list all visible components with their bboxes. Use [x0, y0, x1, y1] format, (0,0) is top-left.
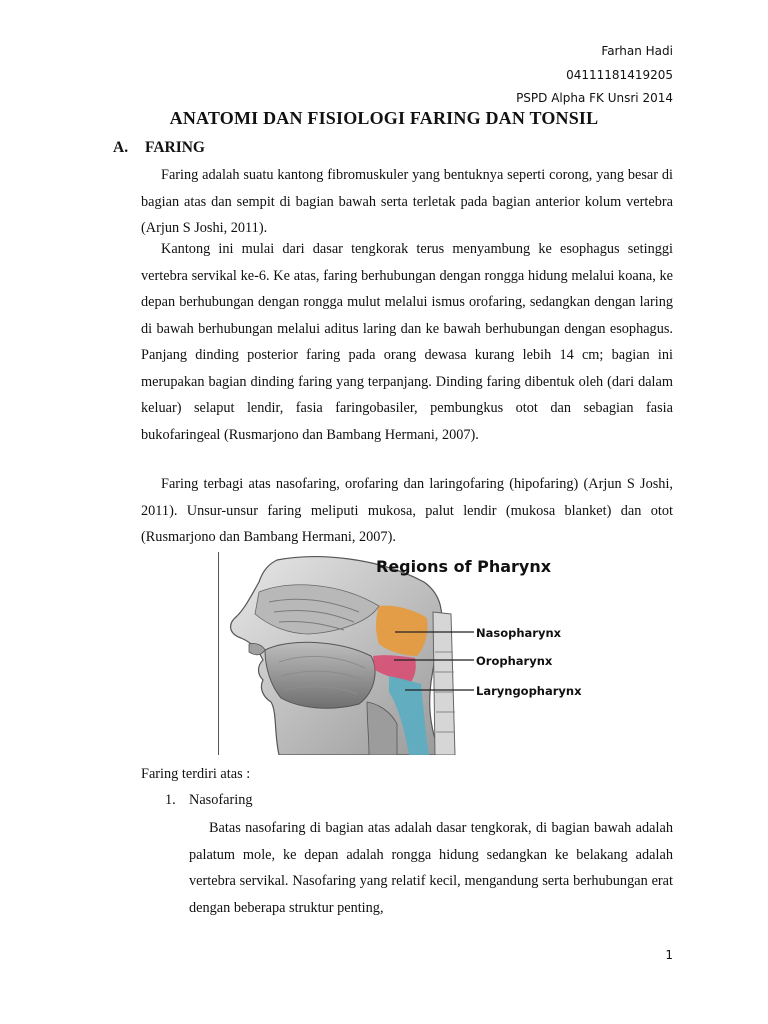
section-heading	[113, 139, 205, 157]
section-number: A.	[113, 139, 129, 156]
paragraph-1	[141, 162, 673, 242]
paragraph-3	[141, 471, 673, 551]
laryngopharynx-label: Laryngopharynx	[476, 684, 582, 698]
paragraph-3-text: Faring terbagi atas nasofaring, orofaring dan laringofaring (hipofaring) (Arjun S Joshi, 2011). Unsur-unsur faring meliputi mukosa, palut lendir (mukosa blanket) dan otot (Rusmarjono dan Bambang Hermani, 2007).	[141, 476, 673, 545]
list-item-number: 1.	[165, 792, 176, 808]
nasopharynx-label: Nasopharynx	[476, 626, 562, 640]
list-item-nasofaring	[165, 792, 253, 809]
section-title: FARING	[145, 139, 205, 156]
author-name: Farhan Hadi	[601, 44, 673, 58]
nasofaring-paragraph	[189, 815, 673, 921]
pharynx-figure	[218, 552, 599, 755]
vertebra-column	[433, 612, 455, 755]
paragraph-2-text: Kantong ini mulai dari dasar tengkorak terus menyambung ke esophagus setinggi vertebra servikal ke-6. Ke atas, faring berhubungan dengan rongga hidung melalui koana, ke depan berhubungan dengan rongga mulut melalui ismus orofaring, sedangkan dengan laring di bawah berhubungan melalui aditus laring dan ke bawah berhubungan dengan esophagus. Panjang dinding posterior faring pada orang dewasa kurang lebih 14 cm; bagian ini merupakan bagian dinding faring yang terpanjang. Dinding faring dibentuk oleh (dari dalam keluar) selaput lendir, fasia faringobasiler, pembungkus otot dan sebagian fasia bukofaringeal (Rusmarjono dan Bambang Hermani, 2007).	[141, 241, 673, 443]
paragraph-1-text: Faring adalah suatu kantong fibromuskuler yang bentuknya seperti corong, yang besar di bagian atas dan sempit di bagian bawah serta terletak pada bagian anterior kolum vertebra (Arjun S Joshi, 2011).	[141, 167, 673, 236]
nasofaring-paragraph-text: Batas nasofaring di bagian atas adalah dasar tengkorak, di bagian bawah adalah palatum mole, ke depan adalah rongga hidung sedangkan ke belakang adalah vertebra servikal. Nasofaring yang relatif kecil, mengandung serta berhubungan erat dengan beberapa struktur penting,	[189, 820, 673, 916]
tongue	[265, 642, 375, 708]
oropharynx-label: Oropharynx	[476, 654, 553, 668]
figure-title: Regions of Pharynx	[376, 557, 552, 576]
page-number: 1	[665, 948, 673, 962]
program-label: PSPD Alpha FK Unsri 2014	[516, 91, 673, 105]
pharynx-illustration	[219, 552, 599, 755]
list-item-label: Nasofaring	[189, 792, 253, 808]
student-id: 04111181419205	[566, 68, 673, 82]
consists-of-line: Faring terdiri atas :	[141, 766, 251, 782]
paragraph-2	[141, 236, 673, 448]
document-title: ANATOMI DAN FISIOLOGI FARING DAN TONSIL	[169, 108, 599, 128]
